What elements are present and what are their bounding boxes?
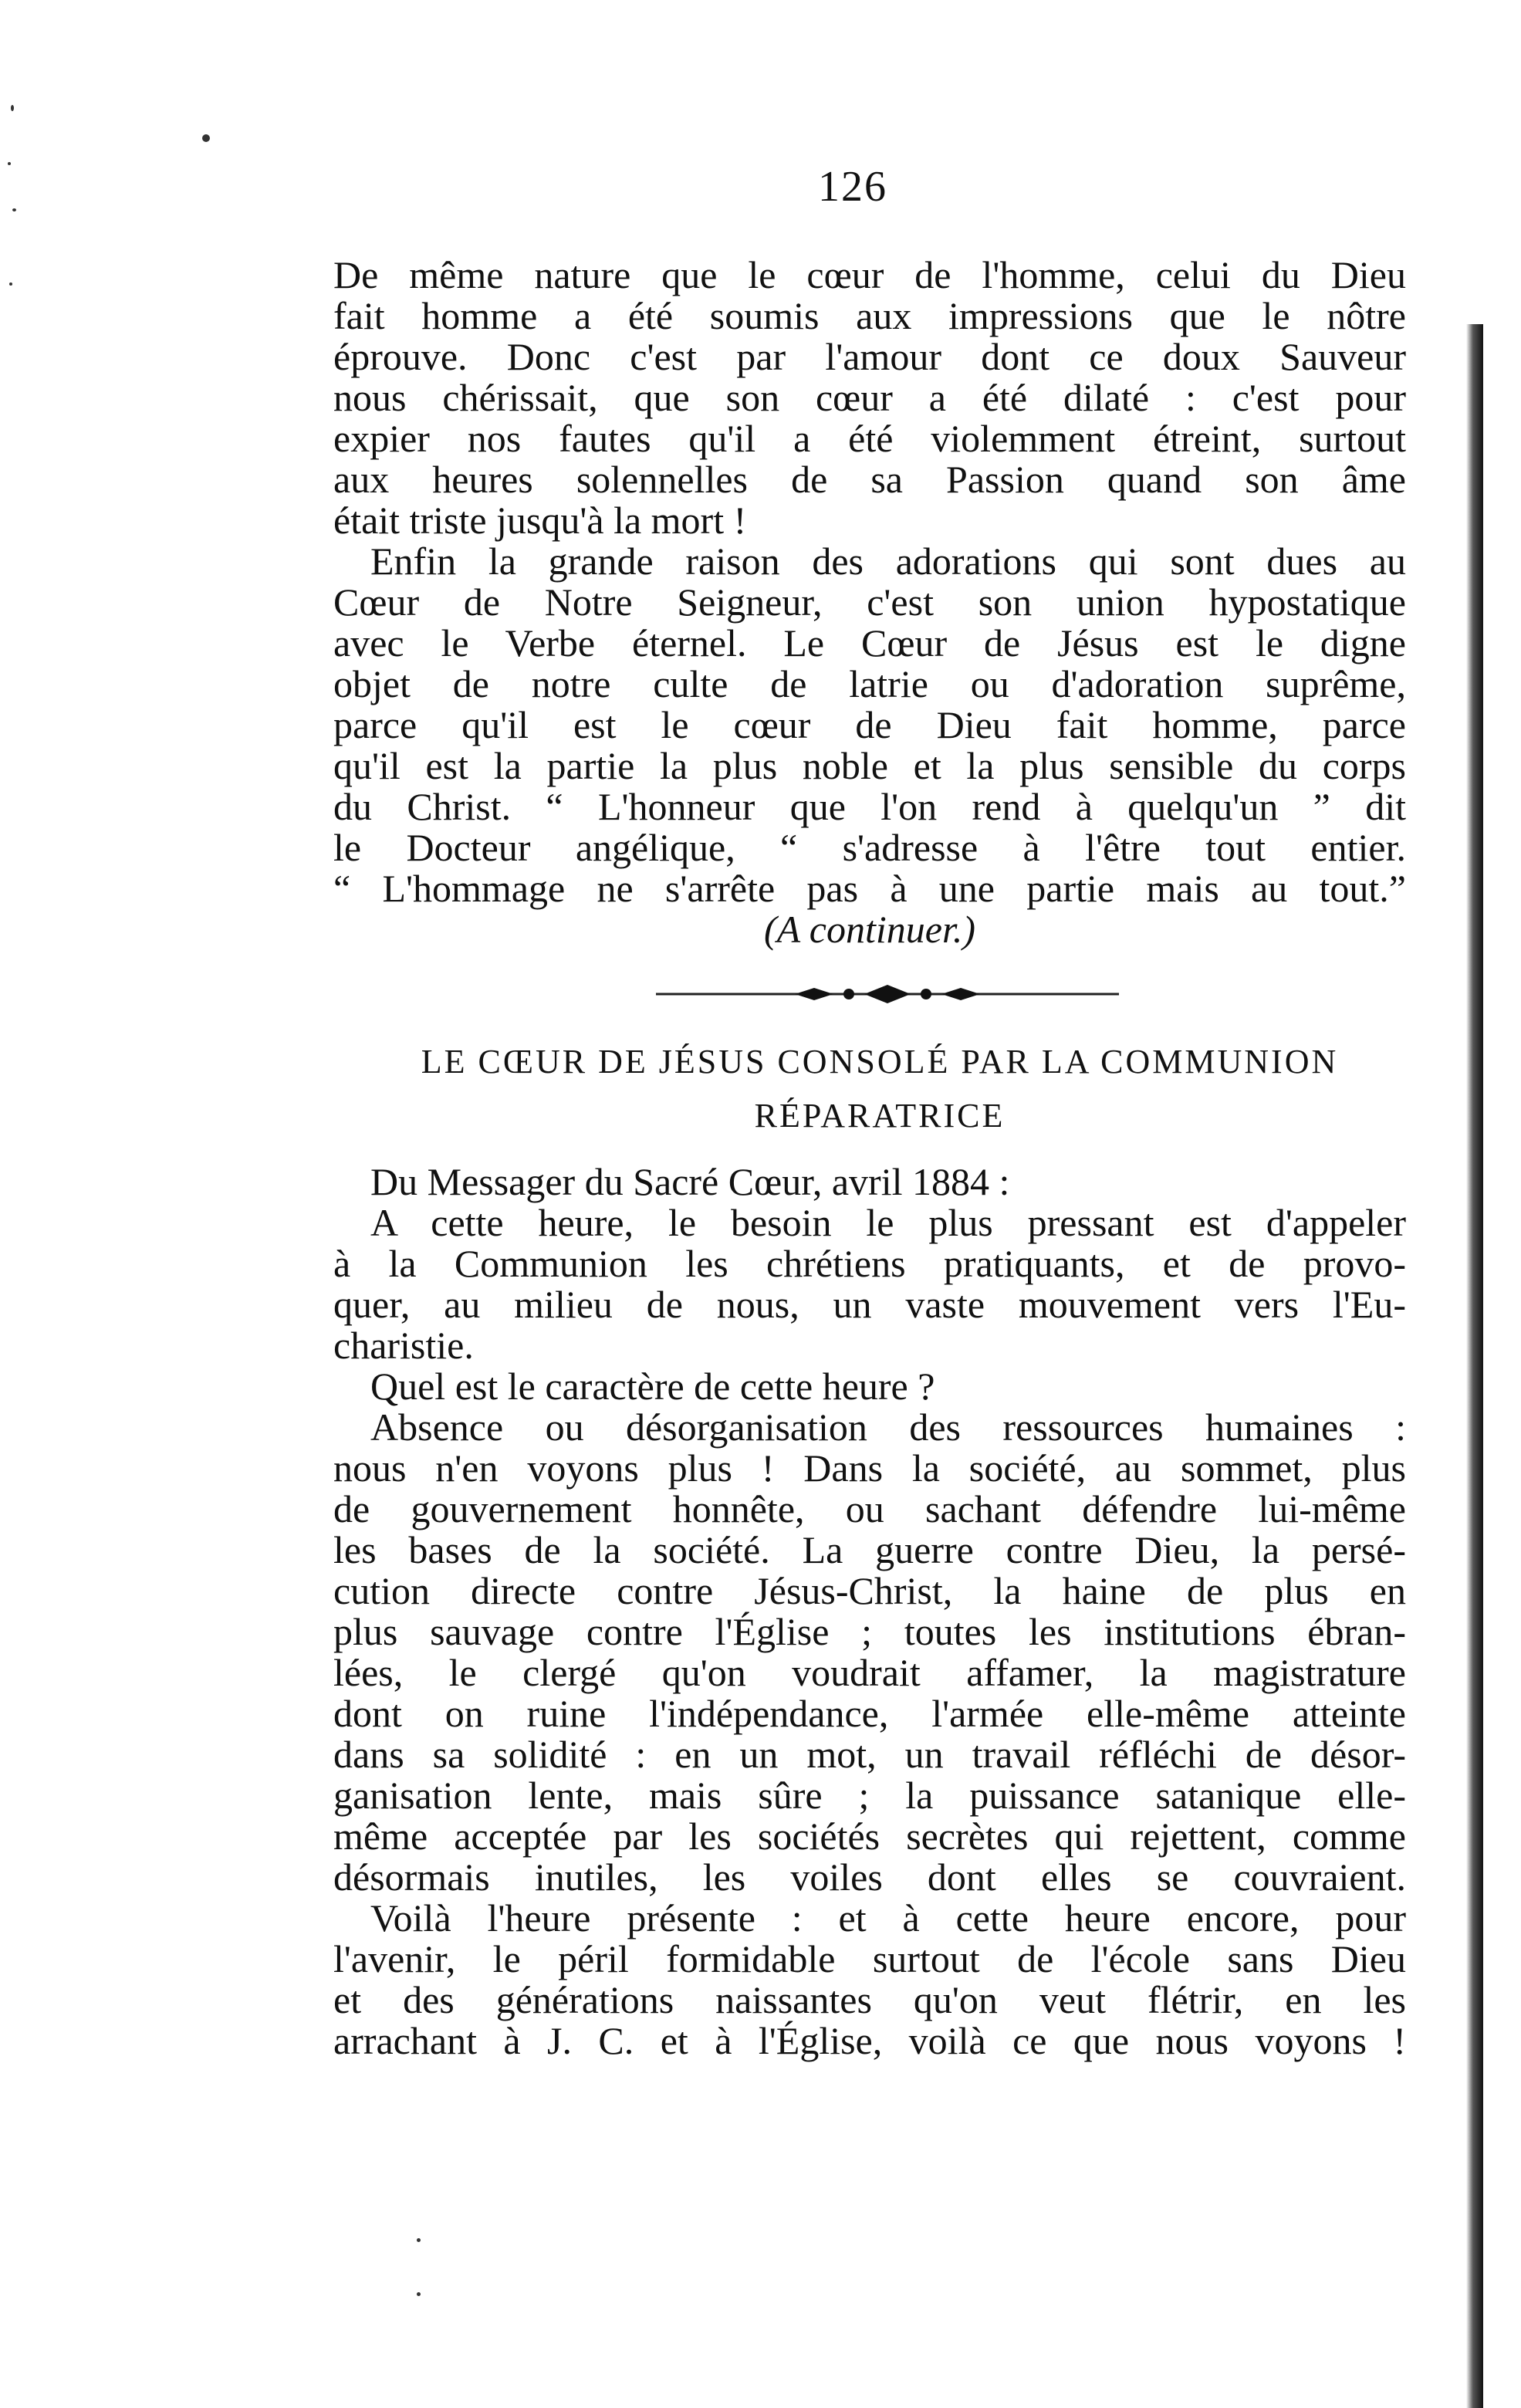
text-line: arrachant à J. C. et à l'Église, voilà ce que nous voyons ! <box>333 2019 1406 2062</box>
margin-speck <box>417 2238 421 2242</box>
text-line: même acceptée par les sociétés secrètes qui rejettent, comme <box>333 1814 1406 1858</box>
text-line: Absence ou désorganisation des ressources humaines : <box>370 1405 1406 1449</box>
margin-speck <box>417 2292 421 2296</box>
text-line: lées, le clergé qu'on voudrait affamer, la magistrature <box>333 1651 1406 1694</box>
margin-speck <box>12 208 16 211</box>
text-line: charistie. <box>333 1324 474 1367</box>
text-line: plus sauvage contre l'Église ; toutes les institutions ébran- <box>333 1610 1406 1653</box>
margin-speck <box>11 105 14 111</box>
text-line: “ L'hommage ne s'arrête pas à une partie mais au tout.” <box>333 867 1406 910</box>
text-line: de gouvernement honnête, ou sachant défendre lui-même <box>333 1487 1406 1530</box>
text-line: nous chérissait, que son cœur a été dilaté : c'est pour <box>333 376 1406 419</box>
text-line: éprouve. Donc c'est par l'amour dont ce doux Sauveur <box>333 335 1406 378</box>
text-line: quer, au milieu de nous, un vaste mouvement vers l'Eu- <box>333 1283 1406 1326</box>
page-number: 126 <box>818 163 887 211</box>
text-line: désormais inutiles, les voiles dont elles se couvraient. <box>333 1855 1406 1899</box>
text-line: dans sa solidité : en un mot, un travail réfléchi de désor- <box>333 1733 1406 1776</box>
text-line: De même nature que le cœur de l'homme, celui du Dieu <box>333 253 1406 296</box>
text-line: aux heures solennelles de sa Passion quand son âme <box>333 458 1406 501</box>
text-line: nous n'en voyons plus ! Dans la société, au sommet, plus <box>333 1446 1406 1490</box>
text-line: dont on ruine l'indépendance, l'armée elle-même atteinte <box>333 1692 1406 1735</box>
section-divider-ornament <box>656 979 1119 1010</box>
text-line: objet de notre culte de latrie ou d'adoration suprême, <box>333 662 1406 705</box>
margin-speck <box>9 282 12 286</box>
text-line: les bases de la société. La guerre contre Dieu, la persé- <box>333 1528 1406 1571</box>
text-line: qu'il est la partie la plus noble et la plus sensible du corps <box>333 744 1406 787</box>
text-line: Enfin la grande raison des adorations qui sont dues au <box>370 539 1406 583</box>
text-line: cution directe contre Jésus-Christ, la haine de plus en <box>333 1569 1406 1612</box>
margin-speck <box>202 134 210 142</box>
text-line: du Christ. “ L'honneur que l'on rend à quelqu'un ” dit <box>333 785 1406 828</box>
text-line: Voilà l'heure présente : et à cette heure encore, pour <box>370 1896 1406 1940</box>
text-line: Quel est le caractère de cette heure ? <box>370 1365 935 1408</box>
section-title-line2: RÉPARATRICE <box>754 1097 1006 1135</box>
source-line: Du Messager du Sacré Cœur, avril 1884 : <box>370 1160 1010 1203</box>
text-line: fait homme a été soumis aux impressions que le nôtre <box>333 294 1406 337</box>
text-block-part2 <box>333 1162 1406 2061</box>
text-line: l'avenir, le péril formidable surtout de l'école sans Dieu <box>333 1937 1406 1980</box>
text-line: Cœur de Notre Seigneur, c'est son union hypostatique <box>333 580 1406 624</box>
text-line: le Docteur angélique, “ s'adresse à l'être tout entier. <box>333 826 1406 869</box>
margin-speck <box>8 162 11 165</box>
continuation-note: (A continuer.) <box>763 908 976 951</box>
text-line: était triste jusqu'à la mort ! <box>333 499 747 542</box>
text-line: à la Communion les chrétiens pratiquants, et de provo- <box>333 1242 1406 1285</box>
page-edge-shadow <box>1466 324 1483 2408</box>
text-line: expier nos fautes qu'il a été violemment étreint, surtout <box>333 417 1406 460</box>
text-line: et des générations naissantes qu'on veut flétrir, en les <box>333 1978 1406 2021</box>
text-line: ganisation lente, mais sûre ; la puissance satanique elle- <box>333 1774 1406 1817</box>
text-line: avec le Verbe éternel. Le Cœur de Jésus est le digne <box>333 621 1406 665</box>
section-title-line1: LE CŒUR DE JÉSUS CONSOLÉ PAR LA COMMUNION <box>421 1043 1339 1081</box>
text-line: A cette heure, le besoin le plus pressant est d'appeler <box>370 1201 1406 1244</box>
text-line: parce qu'il est le cœur de Dieu fait homme, parce <box>333 703 1406 746</box>
text-block-part1 <box>333 255 1406 950</box>
